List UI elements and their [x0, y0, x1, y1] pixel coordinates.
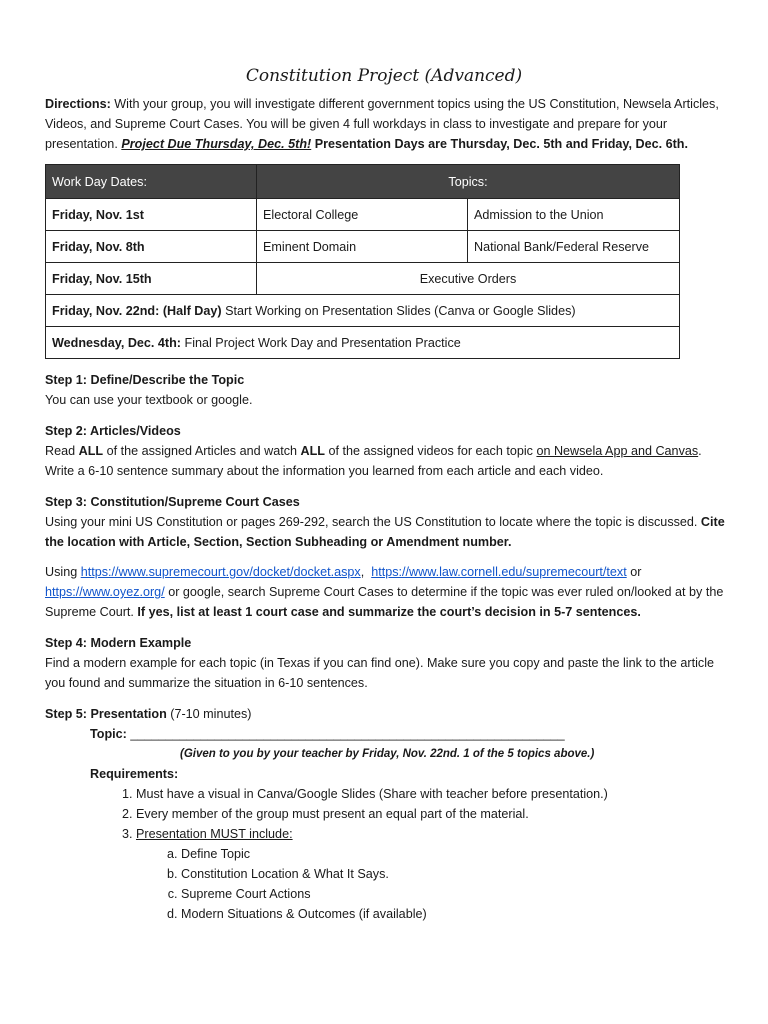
requirements-list — [110, 784, 608, 844]
step3-text2: or google, search Supreme Court Cases to determine if the topic was ever ruled on/looked at by the Supreme Court. — [45, 585, 724, 619]
row-date: Friday, Nov. 8th — [46, 231, 257, 263]
directions-paragraph — [45, 94, 725, 154]
topic-line — [90, 724, 565, 744]
header-topics: Topics: — [257, 165, 680, 199]
row-date: Friday, Nov. 15th — [46, 263, 257, 295]
topic-note: (Given to you by your teacher by Friday, Nov. 22nd. 1 of the 5 topics above.) — [180, 748, 595, 760]
step2-text-part: of the assigned Articles and watch — [106, 444, 298, 458]
table-header-row — [46, 165, 680, 199]
table-row — [46, 295, 680, 327]
cornell-link[interactable]: https://www.law.cornell.edu/supremecourt/text — [371, 565, 627, 579]
table-row — [46, 199, 680, 231]
step5-heading: Step 5: Presentation — [45, 707, 167, 721]
includes-list — [155, 844, 427, 924]
schedule-table — [45, 164, 680, 359]
step3-using: Using — [45, 565, 78, 579]
row-full — [46, 295, 680, 327]
row-text: Final Project Work Day and Presentation Practice — [184, 335, 461, 350]
row-date: Wednesday, Dec. 4th: — [52, 335, 182, 350]
step2-all-emphasis: ALL — [300, 444, 325, 458]
step5-heading-line — [45, 704, 725, 724]
step3-or: or — [630, 565, 642, 579]
step2-section — [45, 421, 725, 481]
due-date: Project Due Thursday, Dec. 5th! — [121, 137, 312, 151]
step5-duration: (7-10 minutes) — [170, 707, 252, 721]
half-day-label: (Half Day) — [162, 303, 222, 318]
step3-heading: Step 3: Constitution/Supreme Court Cases — [45, 495, 300, 509]
requirements-label: Requirements: — [90, 767, 179, 781]
step1-text: You can use your textbook or google. — [45, 393, 253, 407]
supremecourt-link[interactable]: https://www.supremecourt.gov/docket/docket.aspx — [80, 565, 361, 579]
list-item: c. Supreme Court Actions — [181, 884, 427, 904]
step3-links-paragraph: Using https://www.supremecourt.gov/docket/docket.aspx, https://www.law.cornell.edu/supremecourt/text or https://www.oyez.org/ or google, search Supreme Court Cases to determine if the topic was ever ruled on/looked at by the Supreme Court. If yes, list at least 1 court case and summarize the court’s decision in 5-7 sentences. — [45, 565, 724, 619]
row-topic: Executive Orders — [257, 263, 680, 295]
step2-text-part: Read — [45, 444, 76, 458]
table-row — [46, 231, 680, 263]
directions-label: Directions: — [45, 97, 111, 111]
step3-bold2: If yes, list at least 1 court case and summarize the court’s decision in 5-7 sentences. — [137, 605, 641, 619]
row-topic: Eminent Domain — [257, 231, 468, 263]
step1-section — [45, 370, 725, 410]
row-text: Start Working on Presentation Slides (Canva or Google Slides) — [225, 303, 576, 318]
row-date: Friday, Nov. 1st — [46, 199, 257, 231]
step3-bold: Cite the location with Article, Section, Section Subheading or Amendment number. — [45, 515, 725, 549]
step2-text — [45, 441, 725, 481]
list-item: b. Constitution Location & What It Says. — [181, 864, 427, 884]
page-title: Constitution Project (Advanced) — [245, 66, 523, 86]
list-item: 3. Presentation MUST include: — [136, 824, 608, 844]
presentation-days: Presentation Days are Thursday, Dec. 5th and Friday, Dec. 6th. — [314, 137, 688, 151]
row-topic: National Bank/Federal Reserve — [468, 231, 680, 263]
directions-text: With your group, you will investigate different government topics using the US Constitution, Newsela Articles, Videos, and Supreme Court Cases. You will be given 4 full workdays in class to investigate and prepare for your presentation. — [45, 97, 719, 151]
row-topic: Admission to the Union — [468, 199, 680, 231]
step2-text-part: . Write a 6-10 sentence summary about the information you learned from each article and each video. — [45, 444, 702, 478]
list-item: 2. Every member of the group must present an equal part of the material. — [136, 804, 608, 824]
oyez-link[interactable]: https://www.oyez.org/ — [45, 585, 165, 599]
topic-label: Topic: — [90, 727, 127, 741]
header-dates: Work Day Dates: — [46, 165, 257, 199]
step2-underlined: on Newsela App and Canvas — [536, 444, 699, 458]
list-item: d. Modern Situations & Outcomes (if available) — [181, 904, 427, 924]
list-item: 1. Must have a visual in Canva/Google Slides (Share with teacher before presentation.) — [136, 784, 608, 804]
list-item: a. Define Topic — [181, 844, 427, 864]
step2-heading: Step 2: Articles/Videos — [45, 424, 181, 438]
step2-text-part: of the assigned videos for each topic — [328, 444, 533, 458]
step3-text-part: Using your mini US Constitution or pages 269-292, search the US Constitution to locate where the topic is discussed. — [45, 515, 698, 529]
table-row — [46, 327, 680, 359]
table-row — [46, 263, 680, 295]
step1-heading: Step 1: Define/Describe the Topic — [45, 373, 245, 387]
step4-text: Find a modern example for each topic (in Texas if you can find one). Make sure you copy and paste the link to the article you found and summarize the situation in 6-10 sentences. — [45, 656, 714, 690]
topic-blank: ______________________________________________________________ — [130, 727, 565, 741]
row-full — [46, 327, 680, 359]
row-date: Friday, Nov. 22nd: — [52, 303, 160, 318]
step3-section — [45, 492, 725, 552]
step3-text — [45, 512, 725, 552]
step4-heading: Step 4: Modern Example — [45, 636, 192, 650]
step2-all-emphasis: ALL — [78, 444, 104, 458]
step4-section — [45, 633, 725, 693]
row-topic: Electoral College — [257, 199, 468, 231]
